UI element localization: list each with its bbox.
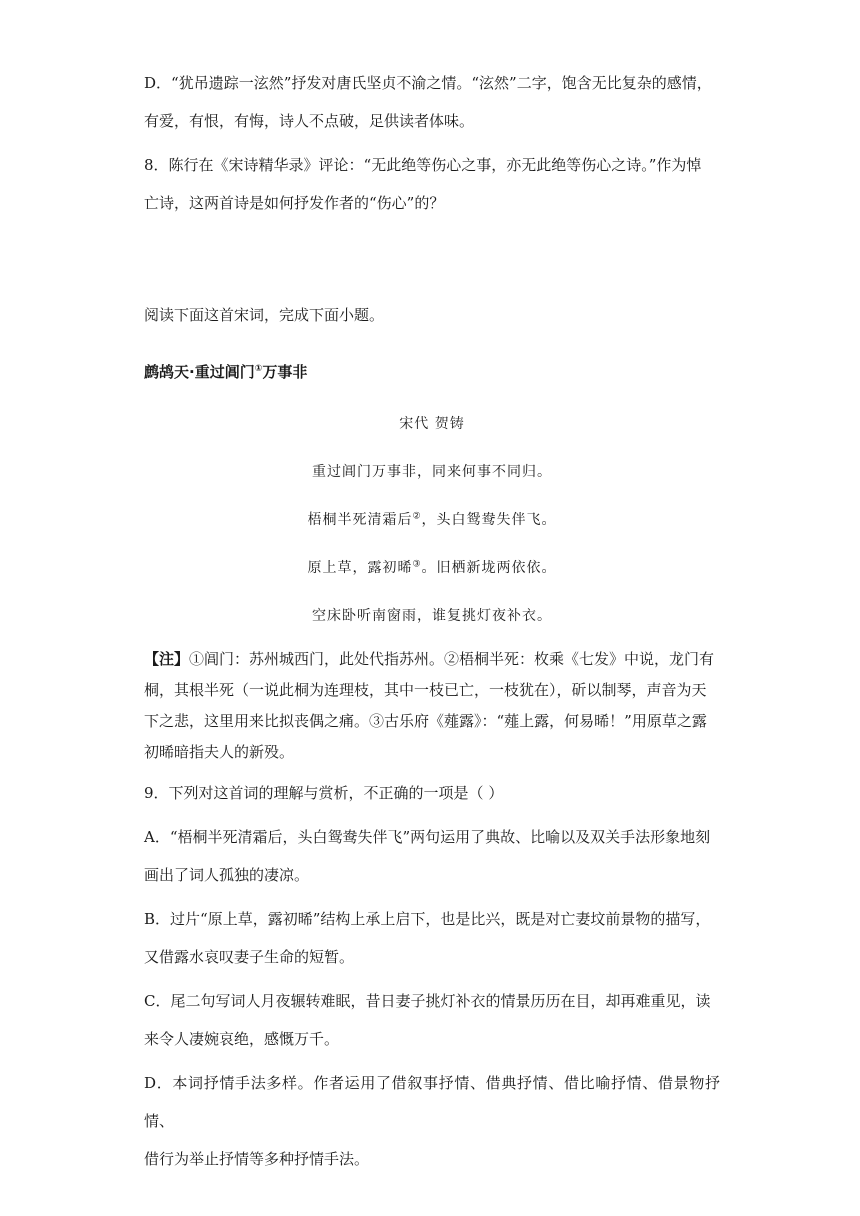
note-line: 下之悲，这里用来比拟丧偶之痛。③古乐府《薤露》：“薤上露，何易晞！”用原草之露 <box>144 712 707 730</box>
poem-title <box>144 360 720 384</box>
text-line: D．“犹吊遗踪一泫然”抒发对唐氏坚贞不渝之情。“泫然”二字，饱含无比复杂的感情， <box>144 74 712 92</box>
text-line: D．本词抒情手法多样。作者运用了借叙事抒情、借典抒情、借比喻抒情、借景物抒情、 <box>144 1074 720 1130</box>
text-line: 8．陈行在《宋诗精华录》评论：“无此绝等伤心之事，亦无此绝等伤心之诗。”作为悼 <box>144 156 702 174</box>
text-line: 有爱，有恨，有悔，诗人不点破，足供读者体味。 <box>144 112 475 130</box>
question-8 <box>144 146 720 222</box>
poem-line-1: 重过阊门万事非，同来何事不同归。 <box>312 464 552 480</box>
poem-line-2-a: 梧桐半死清霜后 <box>307 512 413 528</box>
note-line: 桐，其根半死（一说此桐为连理枝，其中一枝已亡，一枝犹在），斫以制琴，声音为天 <box>144 681 707 699</box>
document-page <box>144 64 720 1178</box>
q9-option-b <box>144 900 720 976</box>
text-line: 又借露水哀叹妻子生命的短暂。 <box>144 948 355 966</box>
q9-option-a <box>144 818 720 894</box>
poem-title-main: 鹧鸪天·重过阊门 <box>144 363 255 381</box>
note-text: ①阊门：苏州城西门，此处代指苏州。②梧桐半死：枚乘《七发》中说，龙门有 <box>189 650 715 668</box>
poem-line-3 <box>144 558 720 578</box>
q9-option-d <box>144 1064 720 1178</box>
poem-line-4: 空床卧听南窗雨，谁复挑灯夜补衣。 <box>312 608 552 624</box>
text-line: 画出了词人孤独的凄凉。 <box>144 866 310 884</box>
question-9-stem: 9．下列对这首词的理解与赏析，不正确的一项是（ ） <box>144 784 504 802</box>
note-line <box>144 644 720 675</box>
poem-line-3-a: 原上草，露初晞 <box>307 560 413 576</box>
footnote-marker: ① <box>254 364 263 374</box>
note-label: 【注】 <box>144 650 190 668</box>
poem-author: 宋代 贺铸 <box>399 416 465 432</box>
text-line: 借行为举止抒情等多种抒情手法。 <box>144 1150 370 1168</box>
q9-option-c <box>144 982 720 1058</box>
text-line: B．过片“原上草，露初晞”结构上承上启下，也是比兴，既是对亡妻坟前景物的描写， <box>144 910 711 928</box>
poem-notes <box>144 644 720 768</box>
text-line: 来令人凄婉哀绝，感慨万千。 <box>144 1030 340 1048</box>
text-line: 亡诗，这两首诗是如何抒发作者的“伤心”的？ <box>144 194 445 212</box>
q7-option-d <box>144 64 720 140</box>
footnote-marker: ③ <box>412 559 422 570</box>
footnote-marker: ② <box>412 511 422 522</box>
poem-line-2-b: ，头白鸳鸯失伴飞。 <box>421 512 557 528</box>
poem-line-3-b: 。旧栖新垅两依依。 <box>421 560 557 576</box>
poem-line-2 <box>144 510 720 530</box>
text-line: A．“梧桐半死清霜后，头白鸳鸯失伴飞”两句运用了典故、比喻以及双关手法形象地刻 <box>144 828 711 846</box>
reading-instruction: 阅读下面这首宋词，完成下面小题。 <box>144 306 385 324</box>
text-line: C．尾二句写词人月夜辗转难眠，昔日妻子挑灯补衣的情景历历在目，却再难重见，读 <box>144 992 711 1010</box>
note-line: 初晞暗指夫人的新殁。 <box>144 743 295 761</box>
poem-title-tail: 万事非 <box>262 363 308 381</box>
